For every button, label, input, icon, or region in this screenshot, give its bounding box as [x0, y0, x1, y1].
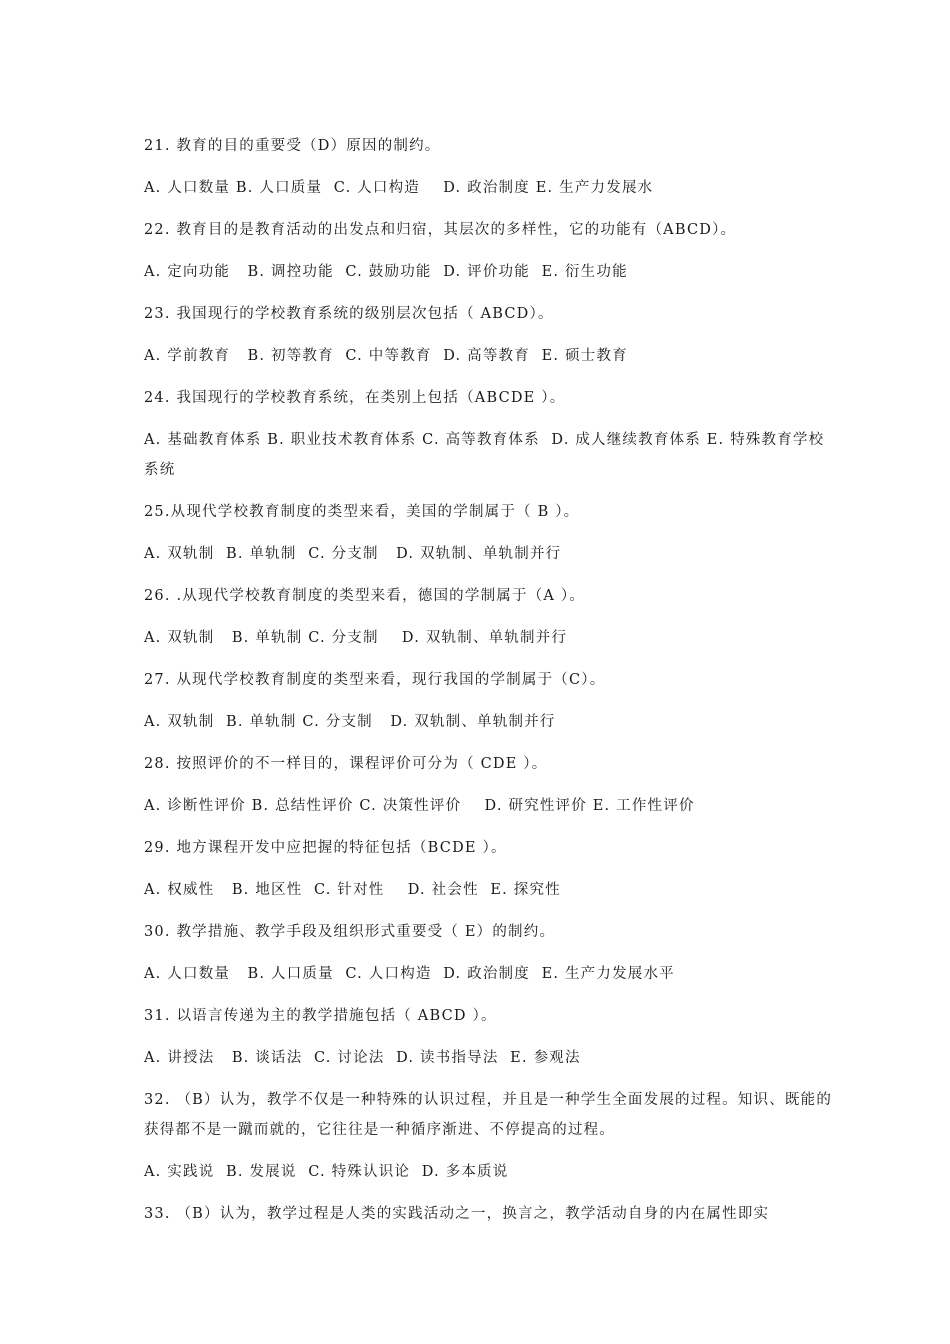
question-30: 30. 教学措施、教学手段及组织形式重要受（ E）的制约。 [144, 924, 556, 940]
document-body [144, 131, 834, 1241]
options-31: A. 讲授法 B. 谈话法 C. 讨论法 D. 读书指导法 E. 参观法 [144, 1050, 581, 1066]
question-21: 21. 教育的目的重要受（D）原因的制约。 [144, 138, 441, 154]
question-27: 27. 从现代学校教育制度的类型来看，现行我国的学制属于（C）。 [144, 672, 606, 688]
options-24: A. 基础教育体系 B. 职业技术教育体系 C. 高等教育体系 D. 成人继续教育体系 E. 特殊教育学校系统 [144, 432, 825, 478]
question-29: 29. 地方课程开发中应把握的特征包括（BCDE ）。 [144, 840, 507, 856]
question-25: 25.从现代学校教育制度的类型来看，美国的学制属于（ B ）。 [144, 504, 580, 520]
question-24: 24. 我国现行的学校教育系统，在类别上包括（ABCDE ）。 [144, 390, 566, 406]
options-29: A. 权威性 B. 地区性 C. 针对性 D. 社会性 E. 探究性 [144, 882, 561, 898]
options-21: A. 人口数量 B. 人口质量 C. 人口构造 D. 政治制度 E. 生产力发展水 [144, 180, 654, 196]
question-22: 22. 教育目的是教育活动的出发点和归宿，其层次的多样性，它的功能有（ABCD）。 [144, 222, 737, 238]
options-32: A. 实践说 B. 发展说 C. 特殊认识论 D. 多本质说 [144, 1164, 509, 1180]
question-33: 33. （B）认为，教学过程是人类的实践活动之一，换言之，教学活动自身的内在属性即实 [144, 1206, 770, 1222]
question-31: 31. 以语言传递为主的教学措施包括（ ABCD ）。 [144, 1008, 497, 1024]
options-27: A. 双轨制 B. 单轨制 C. 分支制 D. 双轨制、单轨制并行 [144, 714, 556, 730]
question-32: 32. （B）认为，教学不仅是一种特殊的认识过程，并且是一种学生全面发展的过程。知识、既能的获得都不是一蹴而就的，它往往是一种循序渐进、不停提高的过程。 [144, 1092, 833, 1138]
question-23: 23. 我国现行的学校教育系统的级别层次包括（ ABCD）。 [144, 306, 554, 322]
options-22: A. 定向功能 B. 调控功能 C. 鼓励功能 D. 评价功能 E. 衍生功能 [144, 264, 628, 280]
options-25: A. 双轨制 B. 单轨制 C. 分支制 D. 双轨制、单轨制并行 [144, 546, 562, 562]
options-23: A. 学前教育 B. 初等教育 C. 中等教育 D. 高等教育 E. 硕士教育 [144, 348, 628, 364]
options-28: A. 诊断性评价 B. 总结性评价 C. 决策性评价 D. 研究性评价 E. 工作性评价 [144, 798, 695, 814]
options-26: A. 双轨制 B. 单轨制 C. 分支制 D. 双轨制、单轨制并行 [144, 630, 568, 646]
question-26: 26. .从现代学校教育制度的类型来看，德国的学制属于（A ）。 [144, 588, 586, 604]
question-28: 28. 按照评价的不一样目的，课程评价可分为（ CDE ）。 [144, 756, 548, 772]
options-30: A. 人口数量 B. 人口质量 C. 人口构造 D. 政治制度 E. 生产力发展水平 [144, 966, 675, 982]
